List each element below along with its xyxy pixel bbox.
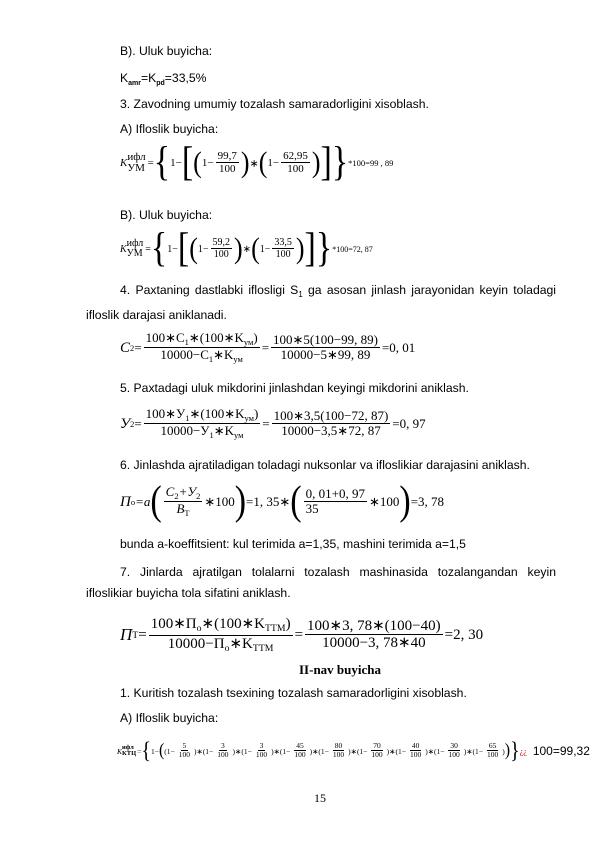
eq7-terms [164, 742, 504, 760]
eq7-term-den: 100 [487, 750, 499, 760]
paragraph-7: 7. Jinlarda ajratilgan tolalarni tozalash mashinasida tozalangandan keyin ifloslikiar buyicha tola sifatini aniklash. [86, 565, 556, 600]
equation-3: C 2 = $\frac{100∗C_1∗(100∗K_{ум})}{10000-C_1∗K_{ум}}$ = $\frac{100∗5(100-99, 89)}{10000-5∗99, 89}$ =0, 01 [120, 329, 416, 365]
equation-4: У 2 = $\frac{100∗У_1∗(100∗K_{ум})}{10000-У_1∗K_{ум}}$ = $\frac{100∗3,5(100-72, 87)}{10000-3,5∗72, 87}$ =0, 97 [120, 405, 426, 441]
eq7-term: (1− $\frac{65}{100}$ ) [472, 741, 505, 760]
eq7-term-num: 3 [221, 741, 225, 751]
eq7-term-den: 100 [332, 750, 345, 760]
eq7-term-den: 100 [371, 750, 383, 760]
text-line: 6. Jinlashda ajratiladigan toladagi nuksonlar va ifloslikiar darajasini aniklash. [120, 458, 530, 472]
eq7-term: (1− $\frac{3}{100}$ )∗ [202, 741, 242, 760]
eq7-term: (1− $\frac{3}{100}$ )∗ [241, 741, 280, 760]
eq7-term-den: 100 [448, 750, 460, 760]
equation-1: K ифл УМ = { 1− [ ( 1− $\frac{99,7}{100}$ ) ∗ ( 1− $\frac{62,95}{100}$ ) ] } *100=99 , 89 [120, 140, 394, 185]
text-line: A) Ifloslik buyicha: [120, 711, 219, 725]
eq7-term-num: 80 [334, 741, 343, 751]
text-line: 3. Zavodning umumiy tozalash samaradorligini xisoblash. [120, 97, 429, 111]
eq7-term-den: 100 [217, 750, 229, 760]
paragraph-4: 4. Paxtaning dastlabki iflosligi $S_1$ ga asosan jinlash jarayonidan keyin toladagi ifloslik darajasi aniklanadi. [86, 283, 556, 322]
equation-6: П T = $\frac{100∗П_o∗(100∗K_{TTM})}{10000-П_o∗K_{TTM}}$ = $\frac{100∗3, 78∗(100-40)}{10000-3, 78∗40}$ =2, 30 [120, 616, 484, 654]
eq7-term-num: 70 [373, 741, 381, 751]
eq7-term: (1− $\frac{45}{100}$ )∗ [279, 741, 319, 760]
equation-5: П o =a ( $\frac{C_2+У_2}{B_T}$ ∗100 ) =1, 35∗ ( $\frac{0, 01+0, 97}{35}$ ∗100 ) =3, 78 [120, 479, 445, 524]
eq7-term-den: 100 [255, 750, 268, 760]
eq7-term-num: 65 [488, 741, 497, 751]
eq7-term-den: 100 [178, 750, 191, 760]
text-line: A) Ifloslik buyicha: [120, 122, 219, 136]
equation-7: K ифл КТЦ = { 1− ( (1− $\frac{5}{100}$ )∗ (1− $\frac{3}{100}$ )∗ (1− $\frac{3}{100}$ )∗ (1− $\frac{45}{100}$ )∗ (1− $\frac{80}{100}$ )∗ (1− $\frac{70}{100}$ )∗ (1− $\frac{40}{100}$ )∗ (1− $\frac{30}{100}$ )∗ (1− $\frac{65}{100}$ ) ) } ¿¿ 100=99,32 [117, 738, 590, 764]
eq7-term-den: 100 [409, 750, 422, 760]
eq7-term-num: 45 [296, 741, 304, 751]
eq7-term: (1− $\frac{70}{100}$ )∗ [356, 741, 396, 760]
text-line: B). Uluk buyicha: [120, 208, 213, 222]
text-line: 1. Kuritish tozalash tsexining tozalash samaradorligini xisoblash. [120, 686, 467, 700]
section-heading: II-nav buyicha [299, 662, 381, 677]
text-line: B). Uluk buyicha: [120, 44, 213, 58]
text-line-kamr: $K_{amr}=K_{pd}=33,5\%$ [120, 71, 207, 87]
text-line: 5. Paxtadagi uluk mikdorini jinlashdan keyingi mikdorini aniklash. [120, 381, 469, 395]
eq7-term: (1− $\frac{80}{100}$ )∗ [318, 741, 357, 760]
eq7-term-num: 5 [182, 741, 187, 751]
text-line: bunda a-koeffitsient: kul terimida a=1,35, mashini terimida a=1,5 [120, 537, 466, 551]
eq7-term: (1− $\frac{30}{100}$ )∗ [434, 741, 473, 760]
eq7-term-den: 100 [294, 750, 306, 760]
eq7-term-num: 40 [411, 741, 420, 751]
equation-2: K ифл УМ = { 1− [ ( 1− $\frac{59,2}{100}$ ) ∗ ( 1− $\frac{33,5}{100}$ ) ] } *100=72, 87 [120, 226, 373, 271]
eq7-term-num: 3 [259, 741, 264, 751]
page-number: 15 [314, 791, 326, 805]
eq7-term: (1− $\frac{5}{100}$ )∗ [164, 741, 203, 760]
eq7-term-num: 30 [450, 741, 458, 751]
eq7-term: (1− $\frac{40}{100}$ )∗ [395, 741, 434, 760]
